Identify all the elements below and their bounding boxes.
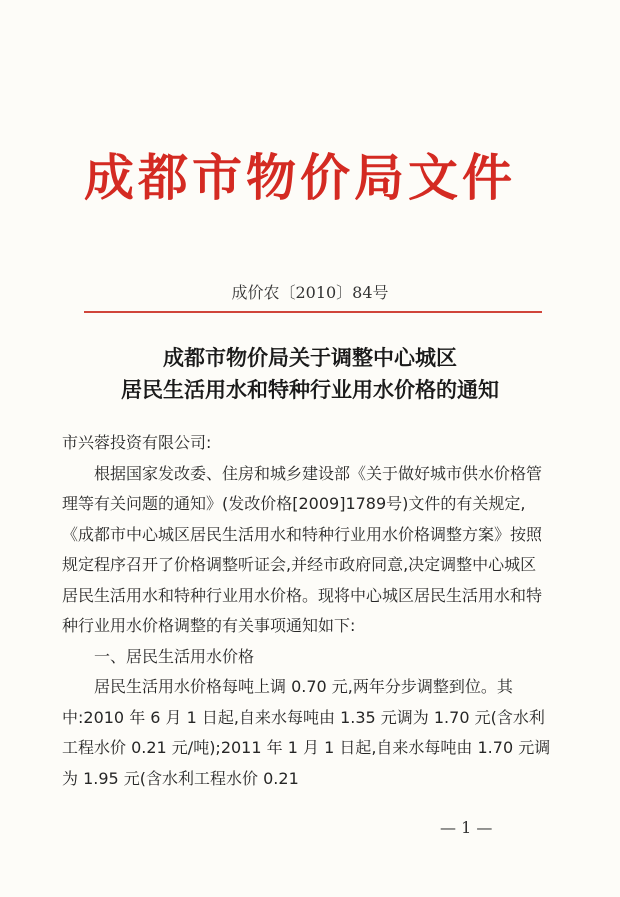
addressee: 市兴蓉投资有限公司: [62, 433, 212, 452]
notice-subject [0, 342, 620, 406]
document-number: 成价农〔2010〕84号 [231, 283, 389, 302]
subject-line-1: 成都市物价局关于调整中心城区 [163, 346, 457, 370]
paragraph-residential-price: 居民生活用水价格每吨上调 0.70 元,两年分步调整到位。其中:2010 年 6 月 1 日起,自来水每吨由 1.35 元调为 1.70 元(含水利工程水价 0.21 元/吨);2011 年 1 月 1 日起,自来水每吨由 1.70 元调为 1.95 元(含水利工程水价 0.21 [62, 677, 551, 788]
subject-line-2: 居民生活用水和特种行业用水价格的通知 [121, 378, 499, 402]
notice-body [62, 428, 552, 794]
red-divider [84, 311, 542, 313]
page-number: — 1 — [440, 818, 493, 837]
section-heading-1: 一、居民生活用水价格 [94, 646, 255, 666]
paragraph-intro: 根据国家发改委、住房和城乡建设部《关于做好城市供水价格管理等有关问题的通知》(发改价格[2009]1789号)文件的有关规定,《成都市中心城区居民生活用水和特种行业用水价格调整方案》按照规定程序召开了价格调整听证会,并经市政府同意,决定调整中心城区居民生活用水和特种行业用水价格。现将中心城区居民生活用水和特种行业用水价格调整的有关事项通知如下: [62, 463, 543, 635]
document-header-title: 成都市物价局文件 [84, 148, 516, 207]
